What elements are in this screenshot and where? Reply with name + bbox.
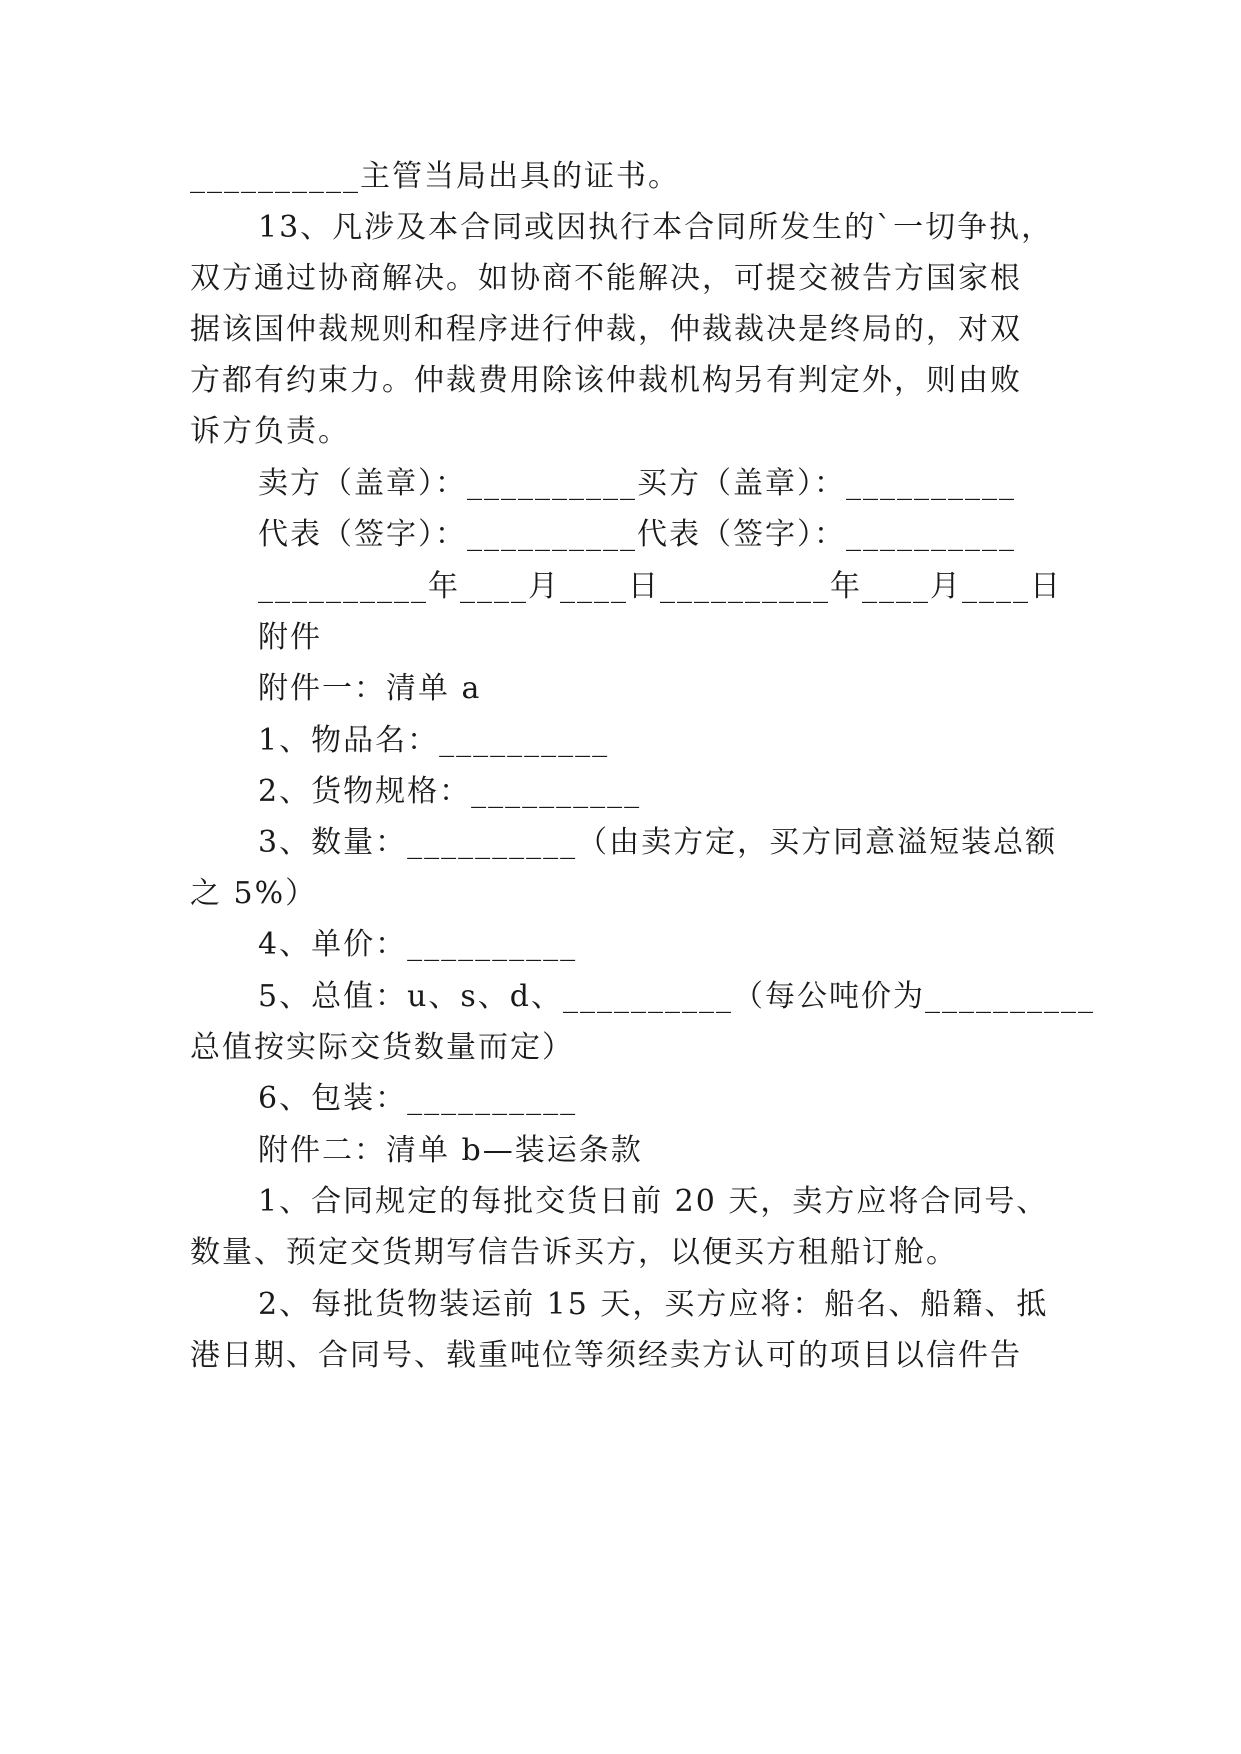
list-item: 2、货物规格：__________	[258, 774, 642, 809]
section-heading: 附件	[258, 620, 322, 655]
list-item: 1、物品名：__________	[258, 723, 610, 758]
list-item: 2、每批货物装运前 15 天，买方应将：船名、船籍、抵	[258, 1287, 1049, 1322]
text-line: 双方通过协商解决。如协商不能解决，可提交被告方国家根	[190, 261, 1022, 296]
list-item: 4、单价：__________	[258, 927, 578, 962]
list-item: 6、包装：__________	[258, 1081, 578, 1116]
list-item: 5、总值：u、s、d、__________（每公吨价为__________	[258, 979, 1096, 1014]
text-line: __________主管当局出具的证书。	[190, 159, 680, 194]
section-heading: 附件二：清单 b—装运条款	[258, 1133, 643, 1168]
date-line: __________年____月____日__________年____月____日	[258, 569, 1062, 604]
list-item: 1、合同规定的每批交货日前 20 天，卖方应将合同号、	[258, 1184, 1049, 1219]
signature-line-seal: 卖方（盖章）：__________买方（盖章）：__________	[258, 466, 1016, 501]
text-line: 总值按实际交货数量而定）	[190, 1030, 574, 1065]
text-line: 方都有约束力。仲裁费用除该仲裁机构另有判定外，则由败	[190, 363, 1022, 398]
text-line: 数量、预定交货期写信告诉买方，以便买方租船订舱。	[190, 1235, 958, 1270]
section-heading: 附件一：清单 a	[258, 671, 482, 706]
text-line: 据该国仲裁规则和程序进行仲裁，仲裁裁决是终局的，对双	[190, 312, 1022, 347]
signature-line-sign: 代表（签字）：__________代表（签字）：__________	[258, 517, 1016, 552]
text-line: 诉方负责。	[190, 414, 350, 449]
text-line: 13、凡涉及本合同或因执行本合同所发生的`一切争执，	[258, 210, 1054, 245]
list-item: 3、数量：__________（由卖方定，买方同意溢短装总额	[258, 825, 1058, 860]
text-line: 之 5%）	[190, 876, 318, 911]
text-line: 港日期、合同号、载重吨位等须经卖方认可的项目以信件告	[190, 1338, 1022, 1373]
